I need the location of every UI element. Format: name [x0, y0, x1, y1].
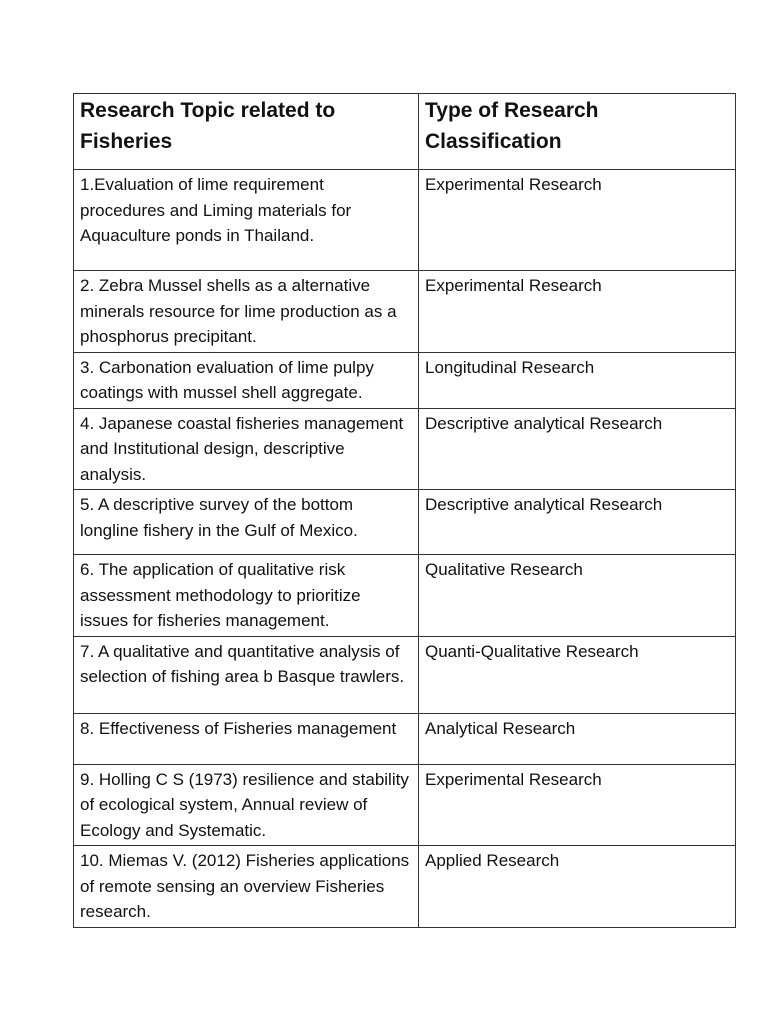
- header-research-type: Type of Research Classification: [419, 94, 736, 170]
- type-cell: Qualitative Research: [419, 555, 736, 637]
- topic-cell: 10. Miemas V. (2012) Fisheries applications of remote sensing an overview Fisheries research.: [74, 846, 419, 928]
- table-row: [74, 555, 736, 637]
- type-cell: Quanti-Qualitative Research: [419, 636, 736, 713]
- table-row: [74, 846, 736, 928]
- table-row: [74, 636, 736, 713]
- topic-cell: 8. Effectiveness of Fisheries management: [74, 713, 419, 764]
- type-cell: Experimental Research: [419, 170, 736, 271]
- table-row: [74, 764, 736, 846]
- topic-cell: 6. The application of qualitative risk assessment methodology to prioritize issues for fisheries management.: [74, 555, 419, 637]
- table-row: [74, 352, 736, 408]
- topic-cell: 4. Japanese coastal fisheries management and Institutional design, descriptive analysis.: [74, 408, 419, 490]
- type-cell: Analytical Research: [419, 713, 736, 764]
- topic-cell: 7. A qualitative and quantitative analysis of selection of fishing area b Basque trawlers.: [74, 636, 419, 713]
- table-row: [74, 271, 736, 353]
- table-row: [74, 170, 736, 271]
- table-header-row: [74, 94, 736, 170]
- research-classification-table: [73, 93, 736, 928]
- type-cell: Descriptive analytical Research: [419, 490, 736, 555]
- topic-cell: 3. Carbonation evaluation of lime pulpy coatings with mussel shell aggregate.: [74, 352, 419, 408]
- topic-cell: 9. Holling C S (1973) resilience and stability of ecological system, Annual review of Ecology and Systematic.: [74, 764, 419, 846]
- table-row: [74, 713, 736, 764]
- header-research-topic: Research Topic related to Fisheries: [74, 94, 419, 170]
- type-cell: Experimental Research: [419, 764, 736, 846]
- type-cell: Longitudinal Research: [419, 352, 736, 408]
- type-cell: Experimental Research: [419, 271, 736, 353]
- topic-cell: 2. Zebra Mussel shells as a alternative minerals resource for lime production as a phosphorus precipitant.: [74, 271, 419, 353]
- type-cell: Descriptive analytical Research: [419, 408, 736, 490]
- type-cell: Applied Research: [419, 846, 736, 928]
- table-row: [74, 408, 736, 490]
- table-row: [74, 490, 736, 555]
- topic-cell: 1.Evaluation of lime requirement procedures and Liming materials for Aquaculture ponds in Thailand.: [74, 170, 419, 271]
- topic-cell: 5. A descriptive survey of the bottom longline fishery in the Gulf of Mexico.: [74, 490, 419, 555]
